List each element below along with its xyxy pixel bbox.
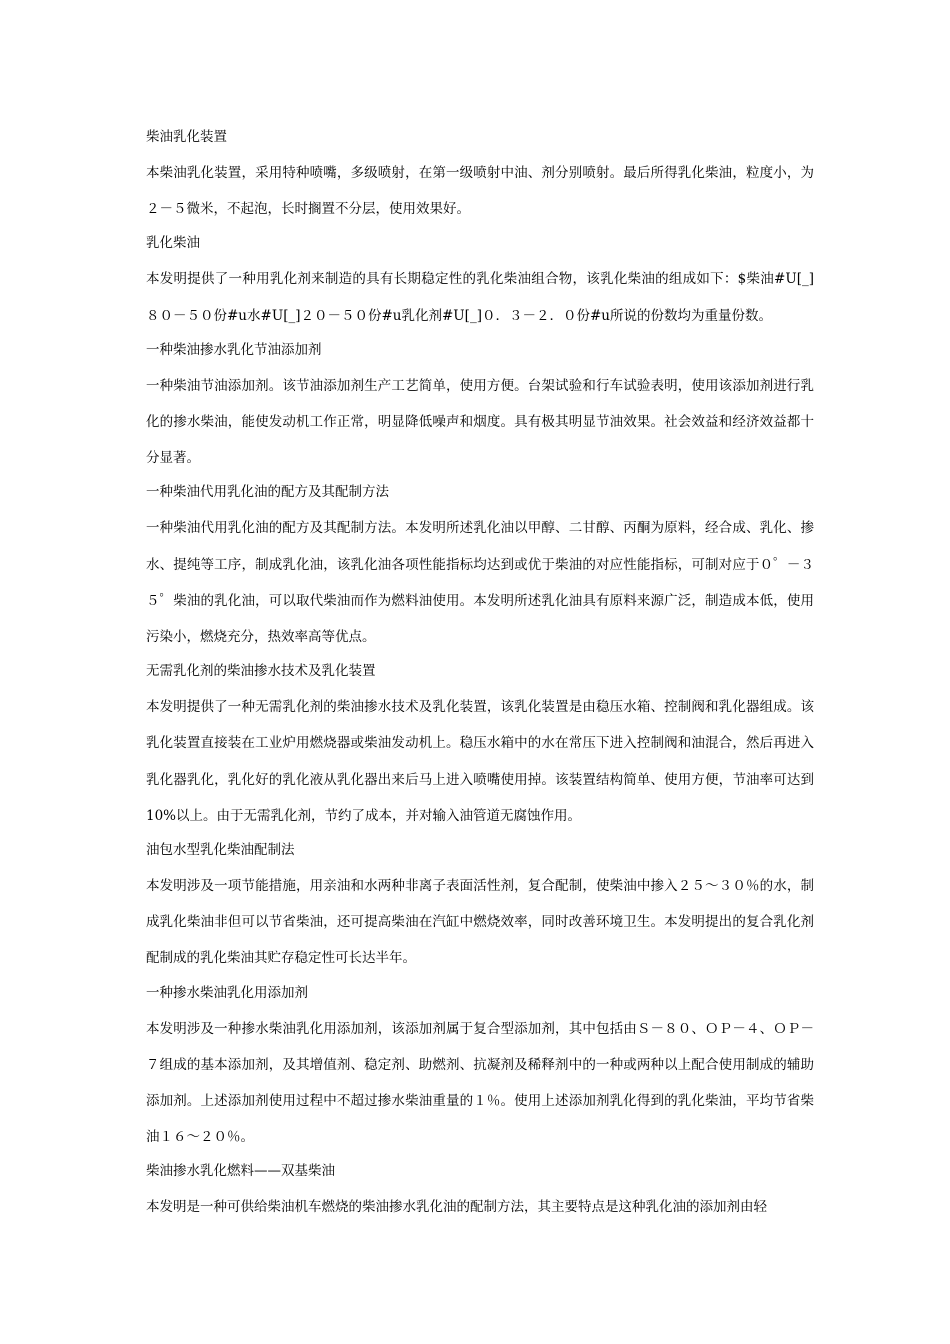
section-substitute-emulsified-oil (146, 482, 814, 655)
section-title: 柴油乳化装置 (146, 129, 227, 145)
section-dual-base-diesel (146, 1161, 814, 1225)
section-title: 无需乳化剂的柴油掺水技术及乳化装置 (146, 663, 376, 680)
section-emulsification-additive (146, 983, 814, 1156)
section-emulsifier-free-technology (146, 661, 814, 834)
section-body: 本发明提供了一种用乳化剂来制造的具有长期稳定性的乳化柴油组合物，该乳化柴油的组成如下：$柴油#U[_]８０－５０份#u水#U[_]２０－５０份#u乳化剂#U[_]０．３－２．０份#u所说的份数均为重量份数。 (146, 271, 814, 324)
section-title: 一种柴油掺水乳化节油添加剂 (146, 341, 322, 358)
section-body: 本发明涉及一种掺水柴油乳化用添加剂，该添加剂属于复合型添加剂，其中包括由Ｓ－８０、ＯＰ－４、ＯＰ－７组成的基本添加剂，及其增值剂、稳定剂、助燃剂、抗凝剂及稀释剂中的一种或两种以上配合使用制成的辅助添加剂。上述添加剂使用过程中不超过掺水柴油重量的１％。使用上述添加剂乳化得到的乳化柴油，平均节省柴油１６～２０％。 (146, 1020, 814, 1146)
section-title: 一种掺水柴油乳化用添加剂 (146, 984, 308, 1001)
section-body: 本发明是一种可供给柴油机车燃烧的柴油掺水乳化油的配制方法，其主要特点是这种乳化油的添加剂由轻 (146, 1199, 767, 1216)
section-title: 一种柴油代用乳化油的配方及其配制方法 (146, 484, 389, 501)
section-water-in-oil-method (146, 840, 814, 977)
section-body: 本柴油乳化装置，采用特种喷嘴，多级喷射，在第一级喷射中油、剂分别喷射。最后所得乳化柴油，粒度小，为２－５微米，不起泡，长时搁置不分层，使用效果好。 (146, 165, 814, 218)
section-title: 柴油掺水乳化燃料——双基柴油 (146, 1163, 335, 1180)
section-water-blending-additive (146, 340, 814, 477)
section-emulsified-diesel (146, 233, 814, 333)
section-body: 本发明提供了一种无需乳化剂的柴油掺水技术及乳化装置，该乳化装置是由稳压水箱、控制阀和乳化器组成。该乳化装置直接装在工业炉用燃烧器或柴油发动机上。稳压水箱中的水在常压下进入控制阀和油混合，然后再进入乳化器乳化，乳化好的乳化液从乳化器出来后马上进入喷嘴使用掉。该装置结构简单、使用方便，节油率可达到10%以上。由于无需乳化剂，节约了成本，并对输入油管道无腐蚀作用。 (146, 699, 814, 824)
section-body: 一种柴油代用乳化油的配方及其配制方法。本发明所述乳化油以甲醇、二甘醇、丙酮为原料，经合成、乳化、掺水、提纯等工序，制成乳化油，该乳化油各项性能指标均达到或优于柴油的对应性能指标，可制对应于０゜－３５゜柴油的乳化油，可以取代柴油而作为燃料油使用。本发明所述乳化油具有原料来源广泛，制造成本低，使用污染小，燃烧充分，热效率高等优点。 (146, 520, 814, 646)
section-diesel-emulsifying-device (146, 127, 814, 227)
section-body: 本发明涉及一项节能措施，用亲油和水两种非离子表面活性剂，复合配制，使柴油中掺入２５～３０％的水，制成乳化柴油非但可以节省柴油，还可提高柴油在汽缸中燃烧效率，同时改善环境卫生。本发明提出的复合乳化剂配制成的乳化柴油其贮存稳定性可长达半年。 (146, 878, 814, 967)
section-title: 乳化柴油 (146, 235, 200, 252)
section-title: 油包水型乳化柴油配制法 (146, 842, 295, 859)
section-body: 一种柴油节油添加剂。该节油添加剂生产工艺简单，使用方便。台架试验和行车试验表明，使用该添加剂进行乳化的掺水柴油，能使发动机工作正常，明显降低噪声和烟度。具有极其明显节油效果。社会效益和经济效益都十分显著。 (146, 377, 814, 467)
document-page (146, 127, 814, 1232)
